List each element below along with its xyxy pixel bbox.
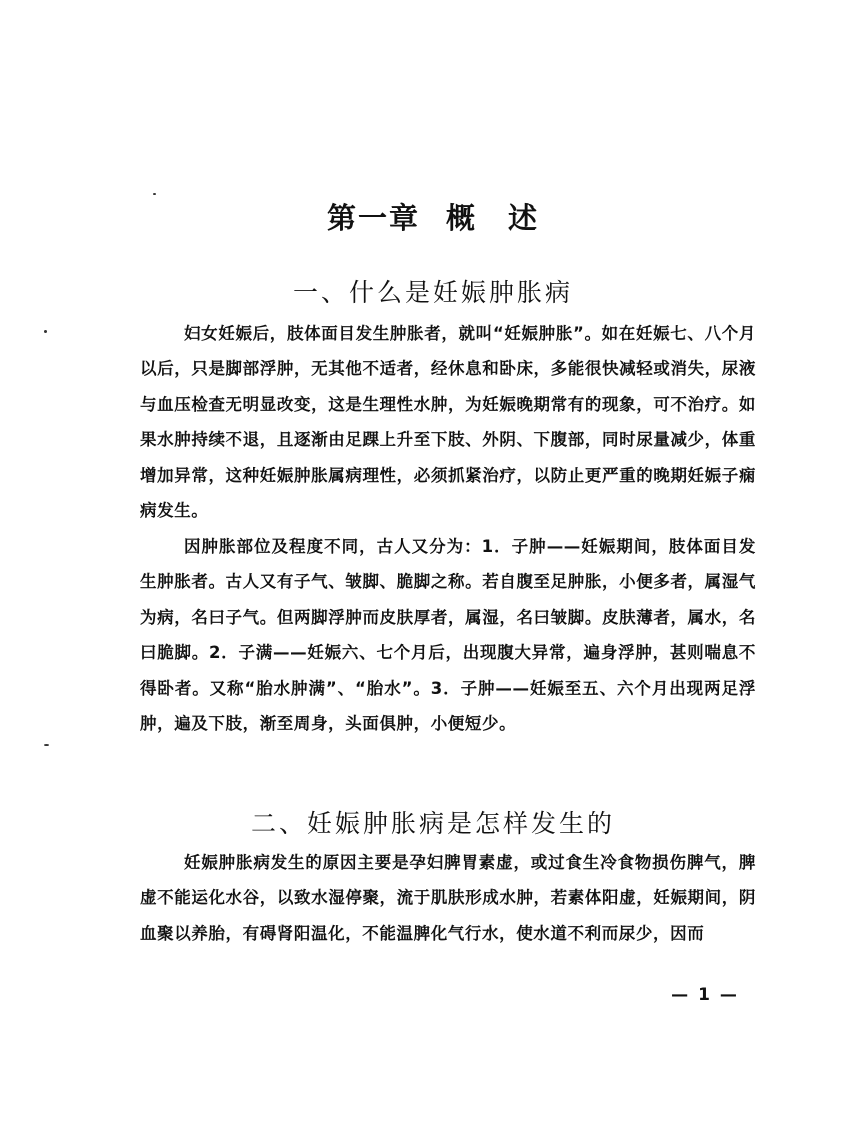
- section-title: 二、妊娠肿胀病是怎样发生的: [250, 809, 615, 838]
- page-number: — 1 —: [671, 985, 739, 1005]
- paragraph: 因肿胀部位及程度不同，古人又分为：1．子肿——妊娠期间，肢体面目发生肿胀者。古人又有子气、皱脚、脆脚之称。若自腹至足肿胀，小便多者，属湿气为病，名曰子气。但两脚浮肿而皮肤厚者，属湿，名曰皱脚。皮肤薄者，属水，名曰脆脚。2．子满——妊娠六、七个月后，出现腹大异常，遍身浮肿，甚则喘息不得卧者。又称“胎水肿满”、“胎水”。3．子肿——妊娠至五、六个月出现两足浮肿，遍及下肢，渐至周身，头面俱肿，小便短少。: [140, 537, 756, 734]
- scan-speck: [44, 744, 49, 746]
- paragraph: 妊娠肿胀病发生的原因主要是孕妇脾胃素虚，或过食生冷食物损伤脾气，脾虚不能运化水谷，以致水湿停聚，流于肌肤形成水肿，若素体阳虚，妊娠期间，阴血聚以养胎，有碍肾阳温化，不能温脾化气行水，使水道不利而尿少，因而: [140, 853, 756, 943]
- scan-speck: [44, 330, 47, 333]
- paragraph: 妇女妊娠后，肢体面目发生肿胀者，就叫“妊娠肿胀”。如在妊娠七、八个月以后，只是脚部浮肿，无其他不适者，经休息和卧床，多能很快减轻或消失，尿液与血压检查无明显改变，这是生理性水肿，为妊娠晚期常有的现象，可不治疗。如果水肿持续不退，且逐渐由足踝上升至下肢、外阴、下腹部，同时尿量减少，体重增加异常，这种妊娠肿胀属病理性，必须抓紧治疗，以防止更严重的晚期妊娠子痫病发生。: [140, 324, 756, 521]
- chapter-title: 第一章 概 述: [326, 201, 540, 235]
- scan-speck: [153, 193, 156, 195]
- section-title: 一、什么是妊娠肿胀病: [292, 278, 573, 307]
